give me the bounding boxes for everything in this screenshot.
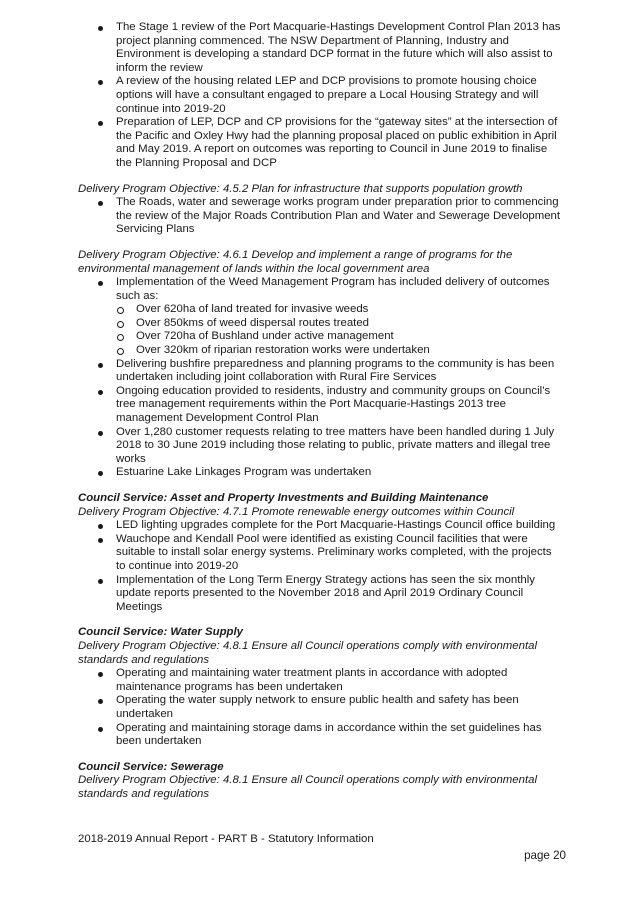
water-service-bullets [78,667,562,749]
sub-list-item: Over 720ha of Bushland under active management [116,330,562,344]
sub-list-item: Over 620ha of land treated for invasive weeds [116,303,562,317]
objective-heading: Delivery Program Objective: 4.5.2 Plan for infrastructure that supports population growth [78,182,523,195]
sub-list-item: Over 320km of riparian restoration works were undertaken [116,344,562,358]
objective-heading: Delivery Program Objective: 4.7.1 Promote renewable energy outcomes within Council [78,505,515,518]
objective-heading: Delivery Program Objective: 4.8.1 Ensure all Council operations comply with environmental standards and regulations [78,774,537,800]
list-item: Estuarine Lake Linkages Program was undertaken [78,466,562,480]
list-item: The Roads, water and sewerage works program under preparation prior to commencing the review of the Major Roads Contribution Plan and Water and Sewerage Development Servicing Plans [78,196,562,237]
intro-bullet-list [78,21,562,171]
page-content [78,21,562,801]
council-service-title: Council Service: Asset and Property Investments and Building Maintenance [78,492,489,504]
list-item: A review of the housing related LEP and DCP provisions to promote housing choice options will have a consultant engaged to prepare a Local Housing Strategy and will continue into 2019-20 [78,75,562,116]
objective-heading: Delivery Program Objective: 4.8.1 Ensure all Council operations comply with environmental standards and regulations [78,639,537,666]
list-item: Operating and maintaining water treatment plants in accordance with adopted maintenance programs has been undertaken [78,667,562,694]
page-number: page 20 [524,849,566,862]
weed-outcomes-sublist [116,303,562,357]
list-item: Delivering bushfire preparedness and planning programs to the community is has been undertaken including joint collaboration with Rural Fire Services [78,358,562,385]
sub-list-item: Over 850kms of weed dispersal routes treated [116,317,562,331]
council-service-title: Council Service: Sewerage [78,760,224,773]
list-item: Over 1,280 customer requests relating to tree matters have been handled during 1 July 2018 to 30 June 2019 including those relating to public, private matters and illegal tree works [78,426,562,467]
list-item: Operating the water supply network to ensure public health and safety has been undertaken [78,694,562,721]
list-item: Ongoing education provided to residents, industry and community groups on Council’s tree management requirements within the Port Macquarie-Hastings 2013 tree management Development Control Plan [78,385,562,426]
list-item: Implementation of the Long Term Energy Strategy actions has seen the six monthly update reports presented to the November 2018 and April 2019 Ordinary Council Meetings [78,574,562,615]
objective-461-bullets [78,276,562,480]
objective-452-bullets [78,196,562,237]
list-item: Operating and maintaining storage dams in accordance within the set guidelines has been undertaken [78,722,562,749]
page-footer: 2018-2019 Annual Report - PART B - Statutory Information [78,833,374,845]
weed-program-lead: Implementation of the Weed Management Program has included delivery of outcomes such as: [116,276,550,302]
council-service-title: Council Service: Water Supply [78,626,243,639]
objective-heading: Delivery Program Objective: 4.6.1 Develop and implement a range of programs for the environmental management of lands within the local government area [78,248,513,275]
list-item: LED lighting upgrades complete for the Port Macquarie-Hastings Council office building [78,519,562,533]
list-item [78,276,562,358]
list-item: Wauchope and Kendall Pool were identified as existing Council facilities that were suitable to install solar energy systems. Preliminary works completed, with the projects to continue into 2019-20 [78,533,562,574]
asset-service-bullets [78,519,562,614]
list-item: The Stage 1 review of the Port Macquarie-Hastings Development Control Plan 2013 has project planning commenced. The NSW Department of Planning, Industry and Environment is developing a standard DCP format in the future which will also assist to inform the review [78,21,562,75]
list-item: Preparation of LEP, DCP and CP provisions for the “gateway sites” at the intersection of the Pacific and Oxley Hwy had the planning proposal placed on public exhibition in April and May 2019. A report on outcomes was reporting to Council in June 2019 to finalise the Planning Proposal and DCP [78,116,562,170]
